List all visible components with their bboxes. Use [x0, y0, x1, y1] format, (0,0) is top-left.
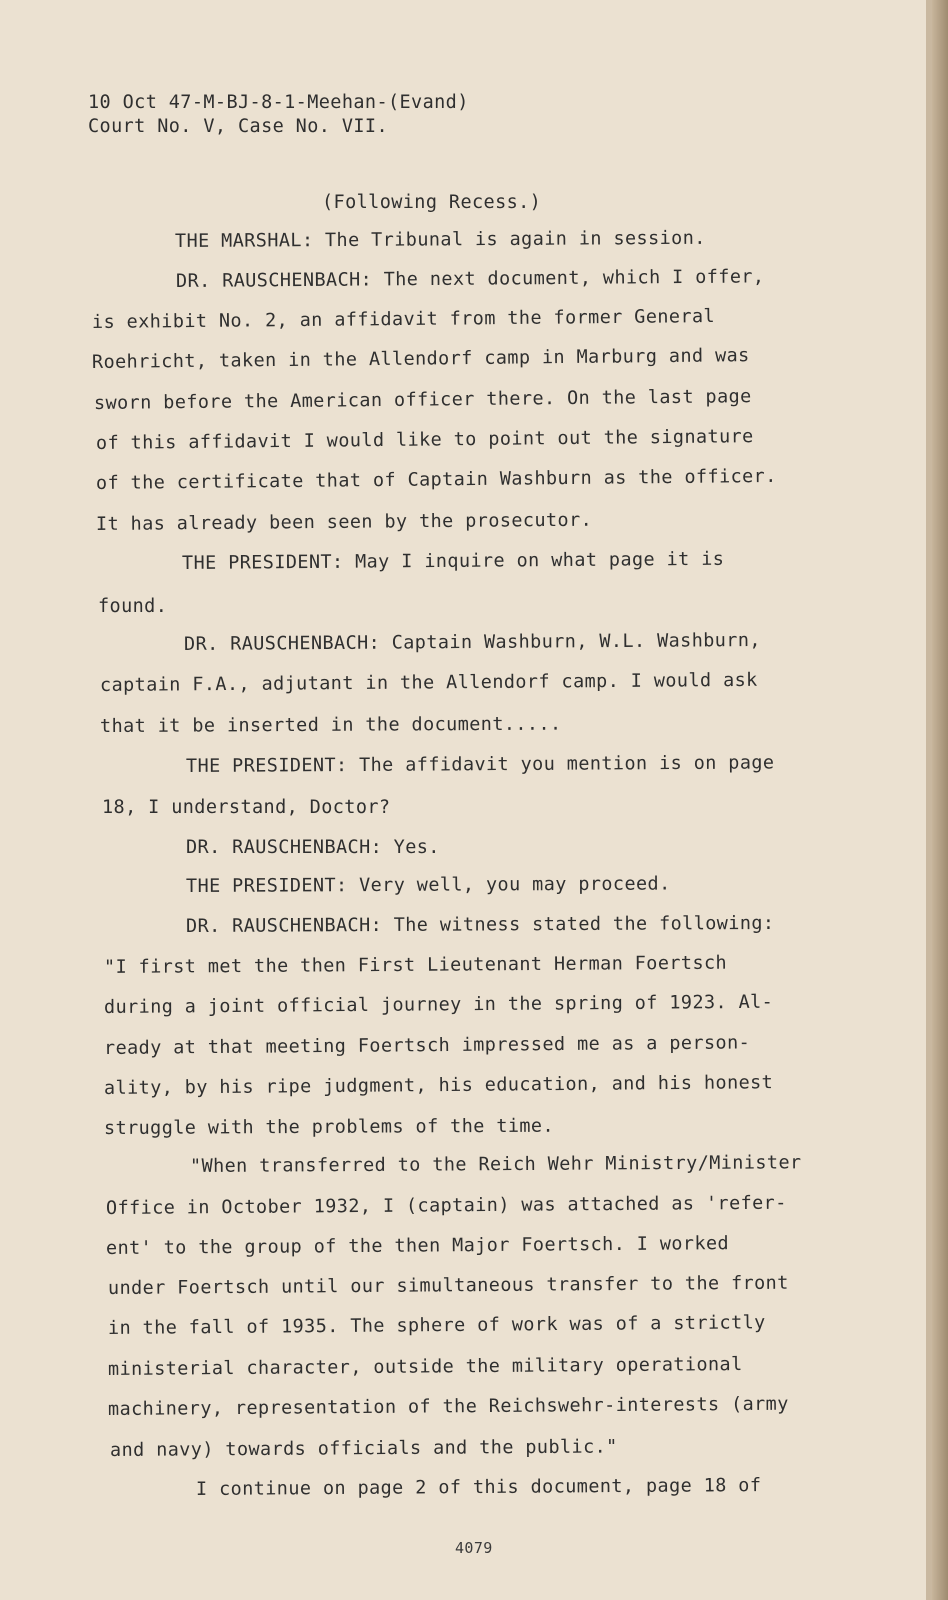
body-line: It has already been seen by the prosecutor.	[95, 509, 593, 535]
body-line: ality, by his ripe judgment, his education, and his honest	[103, 1072, 774, 1099]
body-line: ready at that meeting Foertsch impressed me as a person-	[103, 1032, 751, 1059]
body-line: ministerial character, outside the military operational	[107, 1354, 743, 1380]
body-line: THE PRESIDENT: Very well, you may proceed.	[185, 873, 671, 897]
body-line: "I first met the then First Lieutenant Herman Foertsch	[103, 952, 728, 978]
page-edge	[932, 0, 948, 1600]
body-line: is exhibit No. 2, an affidavit from the former General	[91, 306, 716, 333]
body-line: DR. RAUSCHENBACH: Yes.	[186, 837, 440, 858]
header-line-1: 10 Oct 47-M-BJ-8-1-Meehan-(Evand)	[88, 92, 469, 113]
header-line-2: Court No. V, Case No. VII.	[88, 116, 388, 137]
body-line: DR. RAUSCHENBACH: The witness stated the following:	[185, 912, 775, 937]
body-line: 18, I understand, Doctor?	[102, 797, 391, 818]
body-line: of the certificate that of Captain Washburn as the officer.	[95, 465, 777, 494]
body-line: found.	[98, 596, 168, 617]
body-line: ent' to the group of the then Major Foertsch. I worked	[105, 1233, 730, 1259]
body-line: THE PRESIDENT: May I inquire on what page it is	[181, 548, 725, 574]
body-line: machinery, representation of the Reichswehr-interests (army	[107, 1393, 789, 1420]
body-line: DR. RAUSCHENBACH: Captain Washburn, W.L. Washburn,	[183, 629, 761, 655]
body-line: THE MARSHAL: The Tribunal is again in session.	[174, 227, 706, 252]
body-line: during a joint official journey in the spring of 1923. Al-	[103, 991, 774, 1018]
body-line: of this affidavit I would like to point out the signature	[95, 426, 754, 454]
body-line: in the fall of 1935. The sphere of work was of a strictly	[107, 1312, 766, 1339]
body-line: and navy) towards officials and the public."	[109, 1436, 618, 1461]
body-line: struggle with the problems of the time.	[103, 1115, 555, 1139]
body-line: captain F.A., adjutant in the Allendorf camp. I would ask	[99, 669, 758, 696]
body-line: THE PRESIDENT: The affidavit you mention is on page	[185, 752, 775, 777]
body-line: sworn before the American officer there. On the last page	[93, 386, 752, 414]
body-line: Roehricht, taken in the Allendorf camp in Marburg and was	[91, 345, 750, 373]
page-number: 4079	[455, 1539, 493, 1557]
body-line: (Following Recess.)	[322, 192, 542, 213]
body-line: DR. RAUSCHENBACH: The next document, which I offer,	[175, 266, 765, 292]
body-line: "When transferred to the Reich Wehr Ministry/Minister	[189, 1152, 802, 1177]
body-line: that it be inserted in the document.....	[99, 713, 562, 737]
body-line: under Foertsch until our simultaneous transfer to the front	[107, 1272, 789, 1299]
body-line: I continue on page 2 of this document, page 18 of	[195, 1475, 762, 1500]
body-line: Office in October 1932, I (captain) was attached as 'refer-	[105, 1192, 787, 1219]
